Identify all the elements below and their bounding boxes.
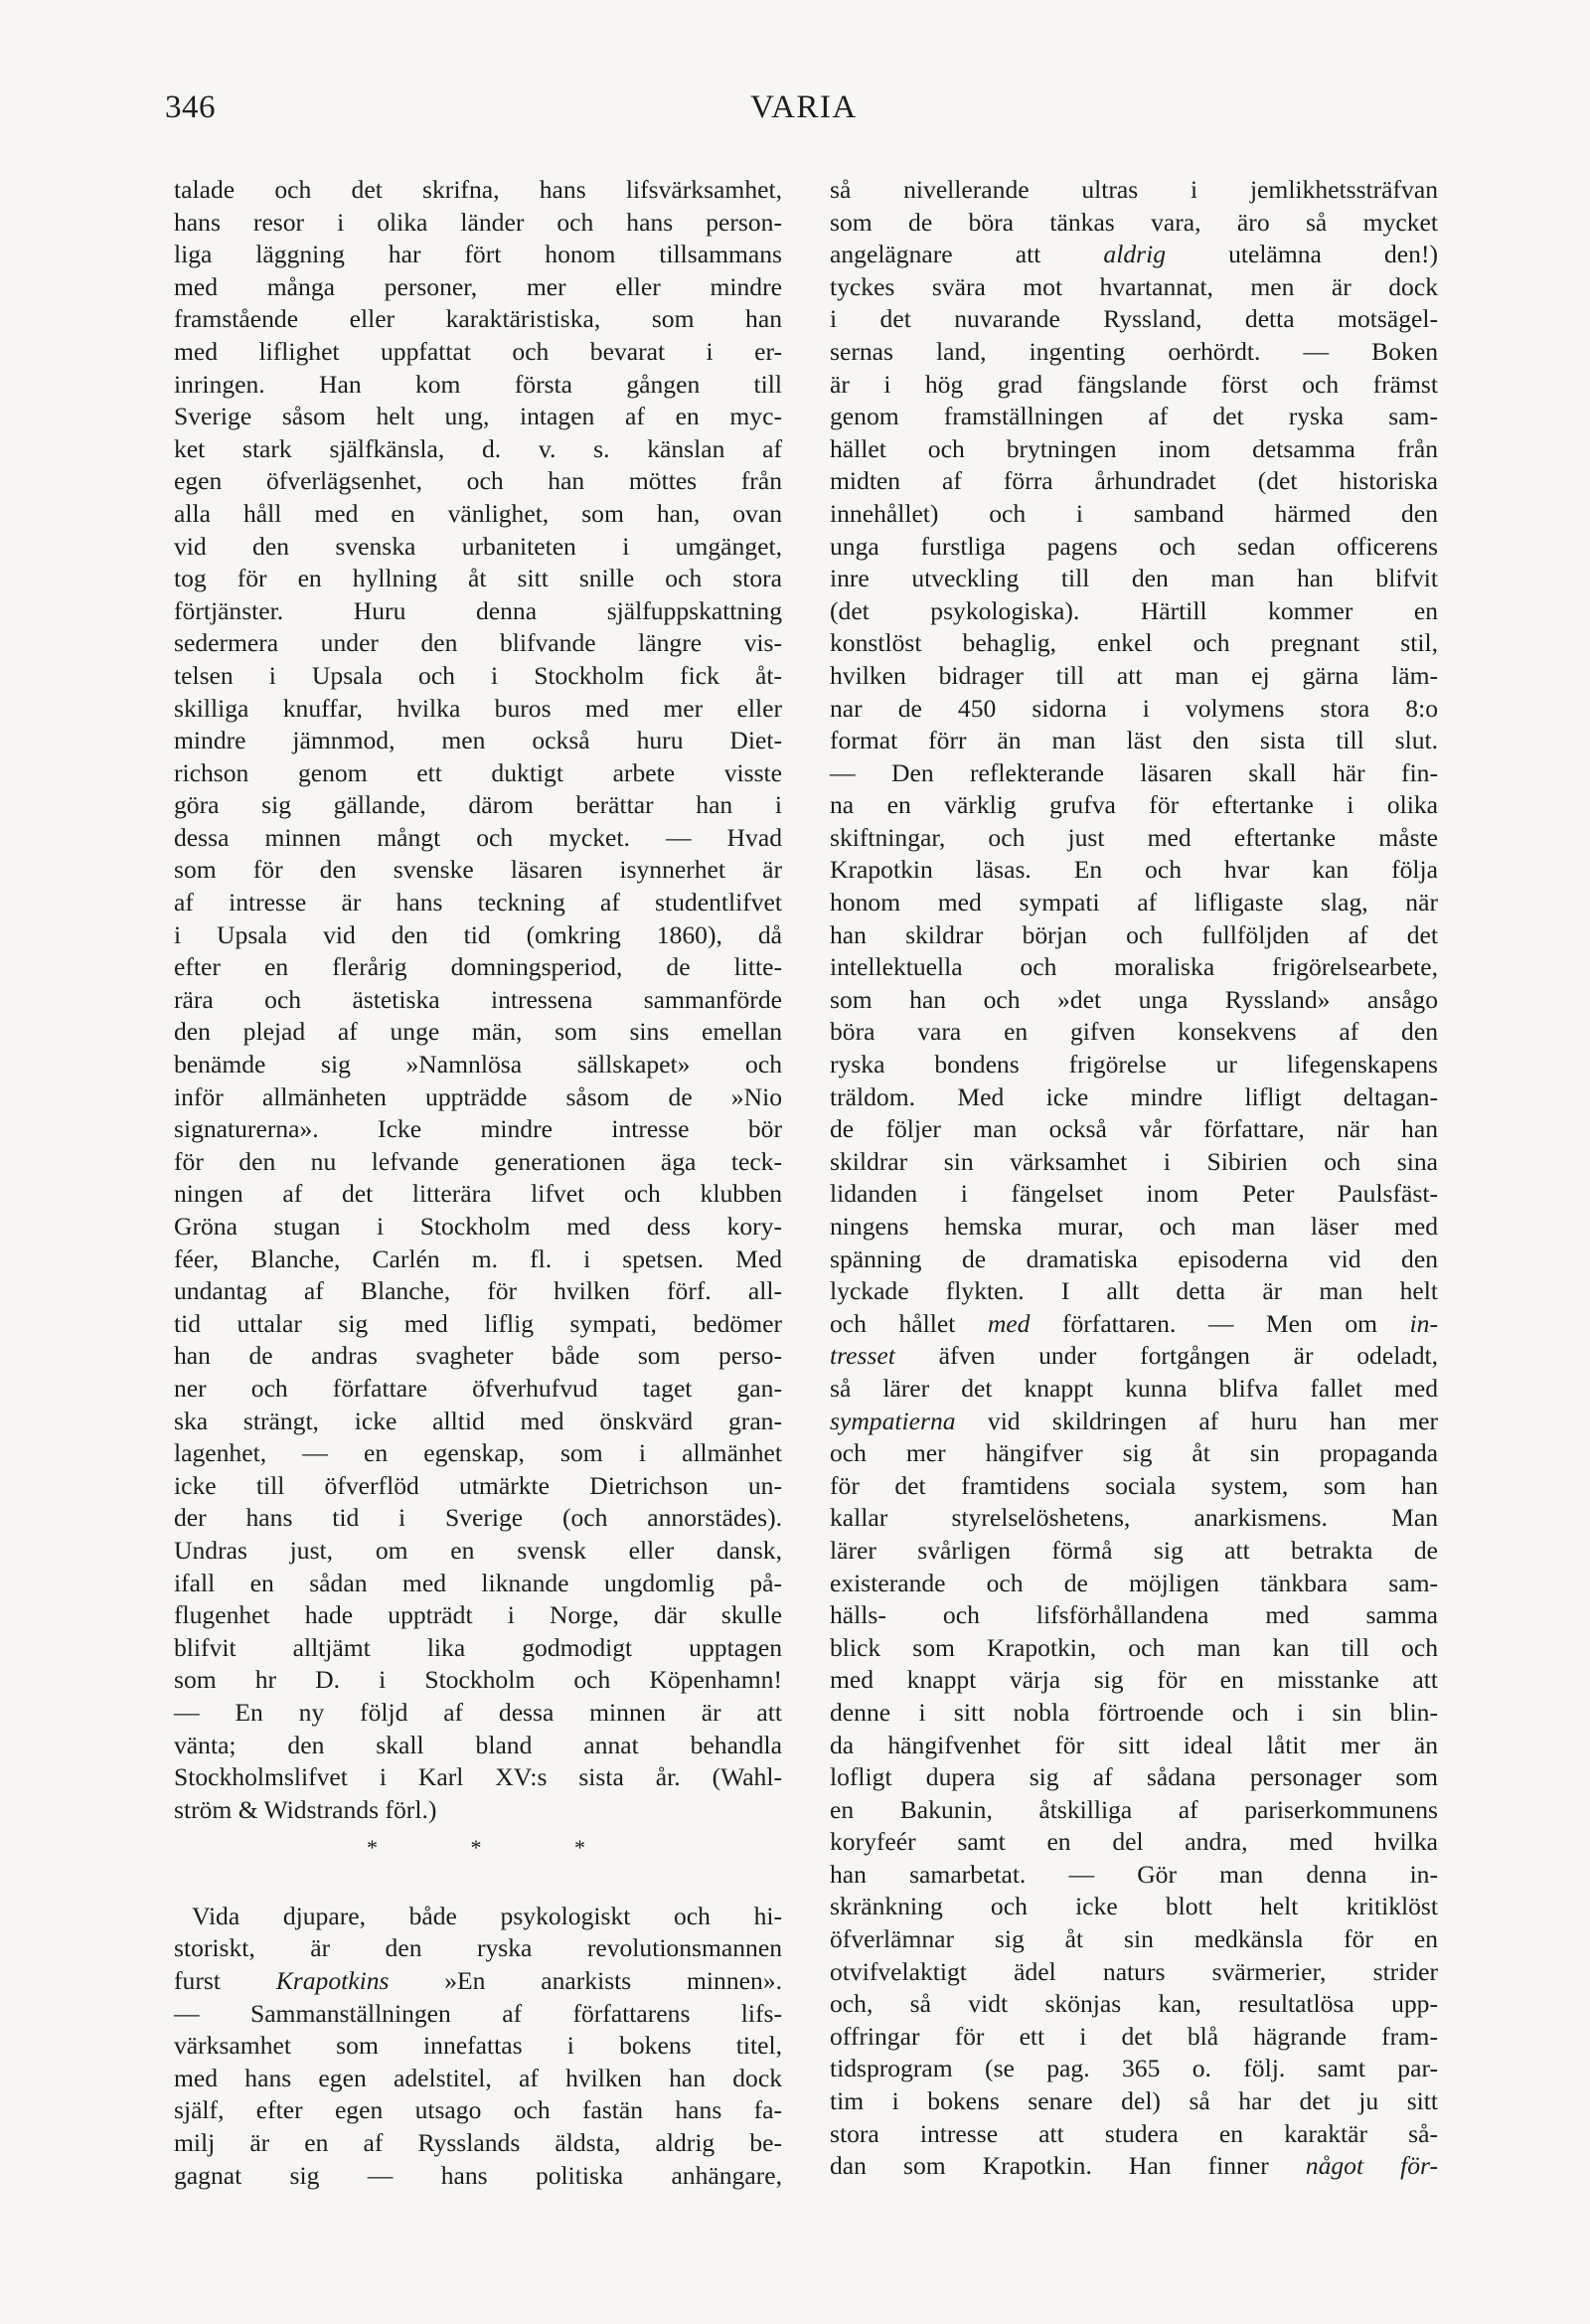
text-line: ningens hemska murar, och man läser med bbox=[830, 1212, 1438, 1241]
emphasis-text: in- bbox=[1409, 1308, 1438, 1338]
text-fragment: angelägnare att bbox=[830, 240, 1041, 269]
text-line: som han och »det unga Ryssland» ansågo bbox=[830, 984, 1438, 1014]
text-line: böra vara en gifven konsekvens af den bbox=[830, 1017, 1438, 1047]
text-line: nar de 450 sidorna i volymens stora 8:o bbox=[830, 693, 1438, 723]
text-line: na en värklig grufva för eftertanke i olika bbox=[830, 790, 1438, 820]
text-line bbox=[174, 1965, 782, 1998]
text-line: så nivellerande ultras i jemlikhetssträfvan bbox=[830, 175, 1438, 204]
text-line: storiskt, är den ryska revolutionsmannen bbox=[174, 1933, 782, 1963]
text-line: richson genom ett duktigt arbete visste bbox=[174, 757, 782, 787]
text-line: hans resor i olika länder och hans person- bbox=[174, 207, 782, 237]
text-line: Stockholmslifvet i Karl XV:s sista år. (Wahl- bbox=[174, 1762, 782, 1792]
text-line: med knappt värja sig för en misstanke att bbox=[830, 1665, 1438, 1695]
text-line: skränkning och icke blott helt kritiklöst bbox=[830, 1892, 1438, 1921]
text-line: af intresse är hans teckning af studentlifvet bbox=[174, 888, 782, 917]
text-line: sernas land, ingenting oerhördt. — Boken bbox=[830, 336, 1438, 366]
text-line: blifvit alltjämt lika godmodigt upptagen bbox=[174, 1632, 782, 1662]
text-line: ner och författare öfverhufvud taget gan- bbox=[174, 1373, 782, 1403]
text-line: Krapotkin läsas. En och hvar kan följa bbox=[830, 855, 1438, 885]
text-line: offringar för ett i det blå hägrande fram- bbox=[830, 2021, 1438, 2051]
text-line: lyckade flykten. I allt detta är man helt bbox=[830, 1276, 1438, 1306]
text-fragment: och hållet bbox=[830, 1308, 956, 1338]
text-line: i det nuvarande Ryssland, detta motsägel- bbox=[830, 304, 1438, 334]
text-line bbox=[830, 239, 1438, 271]
text-line: tyckes svära mot hvartannat, men är dock bbox=[830, 271, 1438, 301]
text-line: innehållet) och i samband härmed den bbox=[830, 498, 1438, 528]
text-line: — En ny följd af dessa minnen är att bbox=[174, 1697, 782, 1727]
text-line: benämde sig »Namnlösa sällskapet» och bbox=[174, 1050, 782, 1079]
text-line: vänta; den skall bland annat behandla bbox=[174, 1730, 782, 1759]
text-line: existerande och de möjligen tänkbara sam- bbox=[830, 1568, 1438, 1597]
text-line: han de andras svagheter både som perso- bbox=[174, 1341, 782, 1371]
right-column bbox=[830, 174, 1438, 2183]
text-fragment: »En anarkists minnen». bbox=[444, 1966, 782, 1996]
text-line: inför allmänheten uppträdde såsom de »Nio bbox=[174, 1081, 782, 1111]
text-line: skildrar sin värksamhet i Sibirien och sina bbox=[830, 1146, 1438, 1176]
text-line: der hans tid i Sverige (och annorstädes). bbox=[174, 1503, 782, 1533]
text-line: intellektuella och moraliska frigörelsearbete, bbox=[830, 952, 1438, 982]
text-line: för den nu lefvande generationen äga teck- bbox=[174, 1146, 782, 1176]
text-line: träldom. Med icke mindre lifligt deltagan- bbox=[830, 1081, 1438, 1111]
text-line: ket stark själfkänsla, d. v. s. känslan af bbox=[174, 433, 782, 463]
text-line: öfverlämnar sig åt sin medkänsla för en bbox=[830, 1924, 1438, 1954]
text-line: som de böra tänkas vara, äro så mycket bbox=[830, 207, 1438, 237]
text-line: med många personer, mer eller mindre bbox=[174, 271, 782, 301]
text-line: — Sammanställningen af författarens lifs- bbox=[174, 1998, 782, 2028]
text-line: flugenhet hade uppträdt i Norge, där skulle bbox=[174, 1600, 782, 1630]
text-line: inringen. Han kom första gången till bbox=[174, 369, 782, 399]
text-line: signaturerna». Icke mindre intresse bör bbox=[174, 1114, 782, 1144]
text-line: lofligt dupera sig af sådana personager som bbox=[830, 1762, 1438, 1792]
text-line: tid uttalar sig med liflig sympati, bedömer bbox=[174, 1308, 782, 1338]
text-line: koryfeér samt en del andra, med hvilka bbox=[830, 1827, 1438, 1857]
text-line: en Bakunin, åtskilliga af pariserkommunens bbox=[830, 1794, 1438, 1824]
text-line: egen öfverlägsenhet, och han möttes från bbox=[174, 466, 782, 496]
text-line bbox=[830, 1406, 1438, 1438]
text-line: — Den reflekterande läsaren skall här fin- bbox=[830, 757, 1438, 787]
text-line: da hängifvenhet för sitt ideal låtit mer än bbox=[830, 1730, 1438, 1759]
text-line bbox=[830, 2150, 1438, 2183]
text-line: otvifvelaktigt ädel naturs svärmerier, strider bbox=[830, 1956, 1438, 1986]
text-line: ryska bondens frigörelse ur lifegenskapens bbox=[830, 1050, 1438, 1079]
text-line: han samarbetat. — Gör man denna in- bbox=[830, 1859, 1438, 1889]
text-line: Undras just, om en svensk eller dansk, bbox=[174, 1535, 782, 1565]
text-line: den plejad af unge män, som sins emellan bbox=[174, 1017, 782, 1047]
text-line: spänning de dramatiska episoderna vid den bbox=[830, 1244, 1438, 1273]
text-line: (det psykologiska). Härtill kommer en bbox=[830, 595, 1438, 625]
emphasis-text: aldrig bbox=[1103, 240, 1166, 269]
text-line bbox=[830, 1308, 1438, 1341]
text-line: konstlöst behaglig, enkel och pregnant stil, bbox=[830, 628, 1438, 658]
text-line: denne i sitt nobla förtroende och i sin blin- bbox=[830, 1697, 1438, 1727]
text-line: är i hög grad fängslande först och främst bbox=[830, 369, 1438, 399]
text-line: unga furstliga pagens och sedan officerens bbox=[830, 531, 1438, 561]
text-line: vid den svenska urbaniteten i umgänget, bbox=[174, 531, 782, 561]
text-line: mindre jämnmod, men också huru Diet- bbox=[174, 726, 782, 755]
emphasis-text: något för- bbox=[1305, 2151, 1438, 2181]
text-line: undantag af Blanche, för hvilken förf. all- bbox=[174, 1276, 782, 1306]
text-line: blick som Krapotkin, och man kan till och bbox=[830, 1632, 1438, 1662]
text-line bbox=[830, 1340, 1438, 1373]
text-line: med liflighet uppfattat och bevarat i er- bbox=[174, 336, 782, 366]
text-line: stora intresse att studera en karaktär så- bbox=[830, 2118, 1438, 2148]
text-line: féer, Blanche, Carlén m. fl. i spetsen. Med bbox=[174, 1244, 782, 1273]
running-title: VARIA bbox=[750, 89, 858, 125]
text-line: icke till öfverflöd utmärkte Dietrichson un- bbox=[174, 1470, 782, 1500]
text-line: värksamhet som innefattas i bokens titel, bbox=[174, 2031, 782, 2061]
text-line: som för den svenske läsaren isynnerhet är bbox=[174, 855, 782, 885]
text-line: själf, efter egen utsago och fastän hans fa- bbox=[174, 2095, 782, 2125]
text-line: ningen af det litterära lifvet och klubben bbox=[174, 1179, 782, 1209]
text-line: talade och det skrifna, hans lifsvärksamhet, bbox=[174, 175, 782, 204]
text-line: förtjänster. Huru denna själfuppskattning bbox=[174, 595, 782, 625]
text-line: Vida djupare, både psykologiskt och hi- bbox=[192, 1901, 782, 1930]
emphasis-text: Krapotkins bbox=[275, 1966, 390, 1996]
text-line: så lärer det knappt kunna blifva fallet med bbox=[830, 1373, 1438, 1403]
text-line: ska strängt, icke alltid med önskvärd gran- bbox=[174, 1406, 782, 1435]
text-line: Gröna stugan i Stockholm med dess kory- bbox=[174, 1212, 782, 1241]
text-line: dessa minnen mångt och mycket. — Hvad bbox=[174, 822, 782, 852]
text-fragment: utelämna den!) bbox=[1228, 240, 1439, 269]
text-line: ifall en sådan med liknande ungdomlig på- bbox=[174, 1568, 782, 1597]
emphasis-text: med bbox=[987, 1308, 1031, 1338]
text-fragment: äfven under fortgången är odeladt, bbox=[938, 1341, 1438, 1371]
text-line: genom framställningen af det ryska sam- bbox=[830, 402, 1438, 431]
text-line: göra sig gällande, därom berättar han i bbox=[174, 790, 782, 820]
text-line: hället och brytningen inom detsamma från bbox=[830, 433, 1438, 463]
text-line: skilliga knuffar, hvilka buros med mer eller bbox=[174, 693, 782, 723]
text-line: inre utveckling till den man han blifvit bbox=[830, 564, 1438, 593]
text-line: format förr än man läst den sista till slut. bbox=[830, 726, 1438, 755]
text-line: i Upsala vid den tid (omkring 1860), då bbox=[174, 919, 782, 949]
emphasis-text: tresset bbox=[830, 1341, 895, 1371]
text-line: framstående eller karaktäristiska, som han bbox=[174, 304, 782, 334]
text-line: midten af förra århundradet (det historiska bbox=[830, 466, 1438, 496]
text-line: lidanden i fängelset inom Peter Paulsfäst- bbox=[830, 1179, 1438, 1209]
text-line: för det framtidens sociala system, som han bbox=[830, 1470, 1438, 1500]
text-line: tidsprogram (se pag. 365 o. följ. samt par- bbox=[830, 2054, 1438, 2083]
text-line: honom med sympati af lifligaste slag, när bbox=[830, 888, 1438, 917]
text-line: alla håll med en vänlighet, som han, ovan bbox=[174, 498, 782, 528]
text-line: han skildrar början och fullföljden af det bbox=[830, 919, 1438, 949]
text-fragment: furst bbox=[174, 1966, 221, 1996]
text-line: Sverige såsom helt ung, intagen af en myc- bbox=[174, 402, 782, 431]
text-line: rära och ästetiska intressena sammanförde bbox=[174, 984, 782, 1014]
text-line: liga läggning har fört honom tillsammans bbox=[174, 240, 782, 269]
text-line: efter en flerårig domningsperiod, de litte- bbox=[174, 952, 782, 982]
text-fragment: dan som Krapotkin. Han finner bbox=[830, 2151, 1269, 2181]
text-line: och, så vidt skönjas kan, resultatlösa upp- bbox=[830, 1989, 1438, 2019]
text-line: ström & Widstrands förl.) bbox=[174, 1794, 437, 1824]
text-line: tog för en hyllning åt sitt snille och stora bbox=[174, 564, 782, 593]
text-line: som hr D. i Stockholm och Köpenhamn! bbox=[174, 1665, 782, 1695]
emphasis-text: sympatierna bbox=[830, 1406, 956, 1435]
text-fragment: vid skildringen af huru han mer bbox=[987, 1406, 1438, 1435]
section-separator: * * * bbox=[367, 1835, 629, 1861]
text-line: telsen i Upsala och i Stockholm fick åt- bbox=[174, 660, 782, 690]
text-line: med hans egen adelstitel, af hvilken han dock bbox=[174, 2063, 782, 2092]
text-line: hälls- och lifsförhållandena med samma bbox=[830, 1600, 1438, 1630]
text-line: gagnat sig — hans politiska anhängare, bbox=[174, 2160, 782, 2190]
text-line: lärer svårligen förmå sig att betrakta de bbox=[830, 1535, 1438, 1565]
text-line: och mer hängifver sig åt sin propaganda bbox=[830, 1438, 1438, 1468]
text-line: de följer man också vår författare, när han bbox=[830, 1114, 1438, 1144]
text-line: kallar styrelselöshetens, anarkismens. Man bbox=[830, 1503, 1438, 1533]
text-line: sedermera under den blifvande längre vis- bbox=[174, 628, 782, 658]
text-line: milj är en af Rysslands äldsta, aldrig be- bbox=[174, 2128, 782, 2158]
text-line: tim i bokens senare del) så har det ju sitt bbox=[830, 2086, 1438, 2116]
text-fragment: författaren. — Men om bbox=[1061, 1308, 1378, 1338]
text-line: lagenhet, — en egenskap, som i allmänhet bbox=[174, 1438, 782, 1468]
text-line: hvilken bidrager till att man ej gärna läm- bbox=[830, 660, 1438, 690]
text-line: skiftningar, och just med eftertanke måste bbox=[830, 822, 1438, 852]
page-number: 346 bbox=[165, 89, 216, 125]
left-column bbox=[174, 174, 782, 2192]
